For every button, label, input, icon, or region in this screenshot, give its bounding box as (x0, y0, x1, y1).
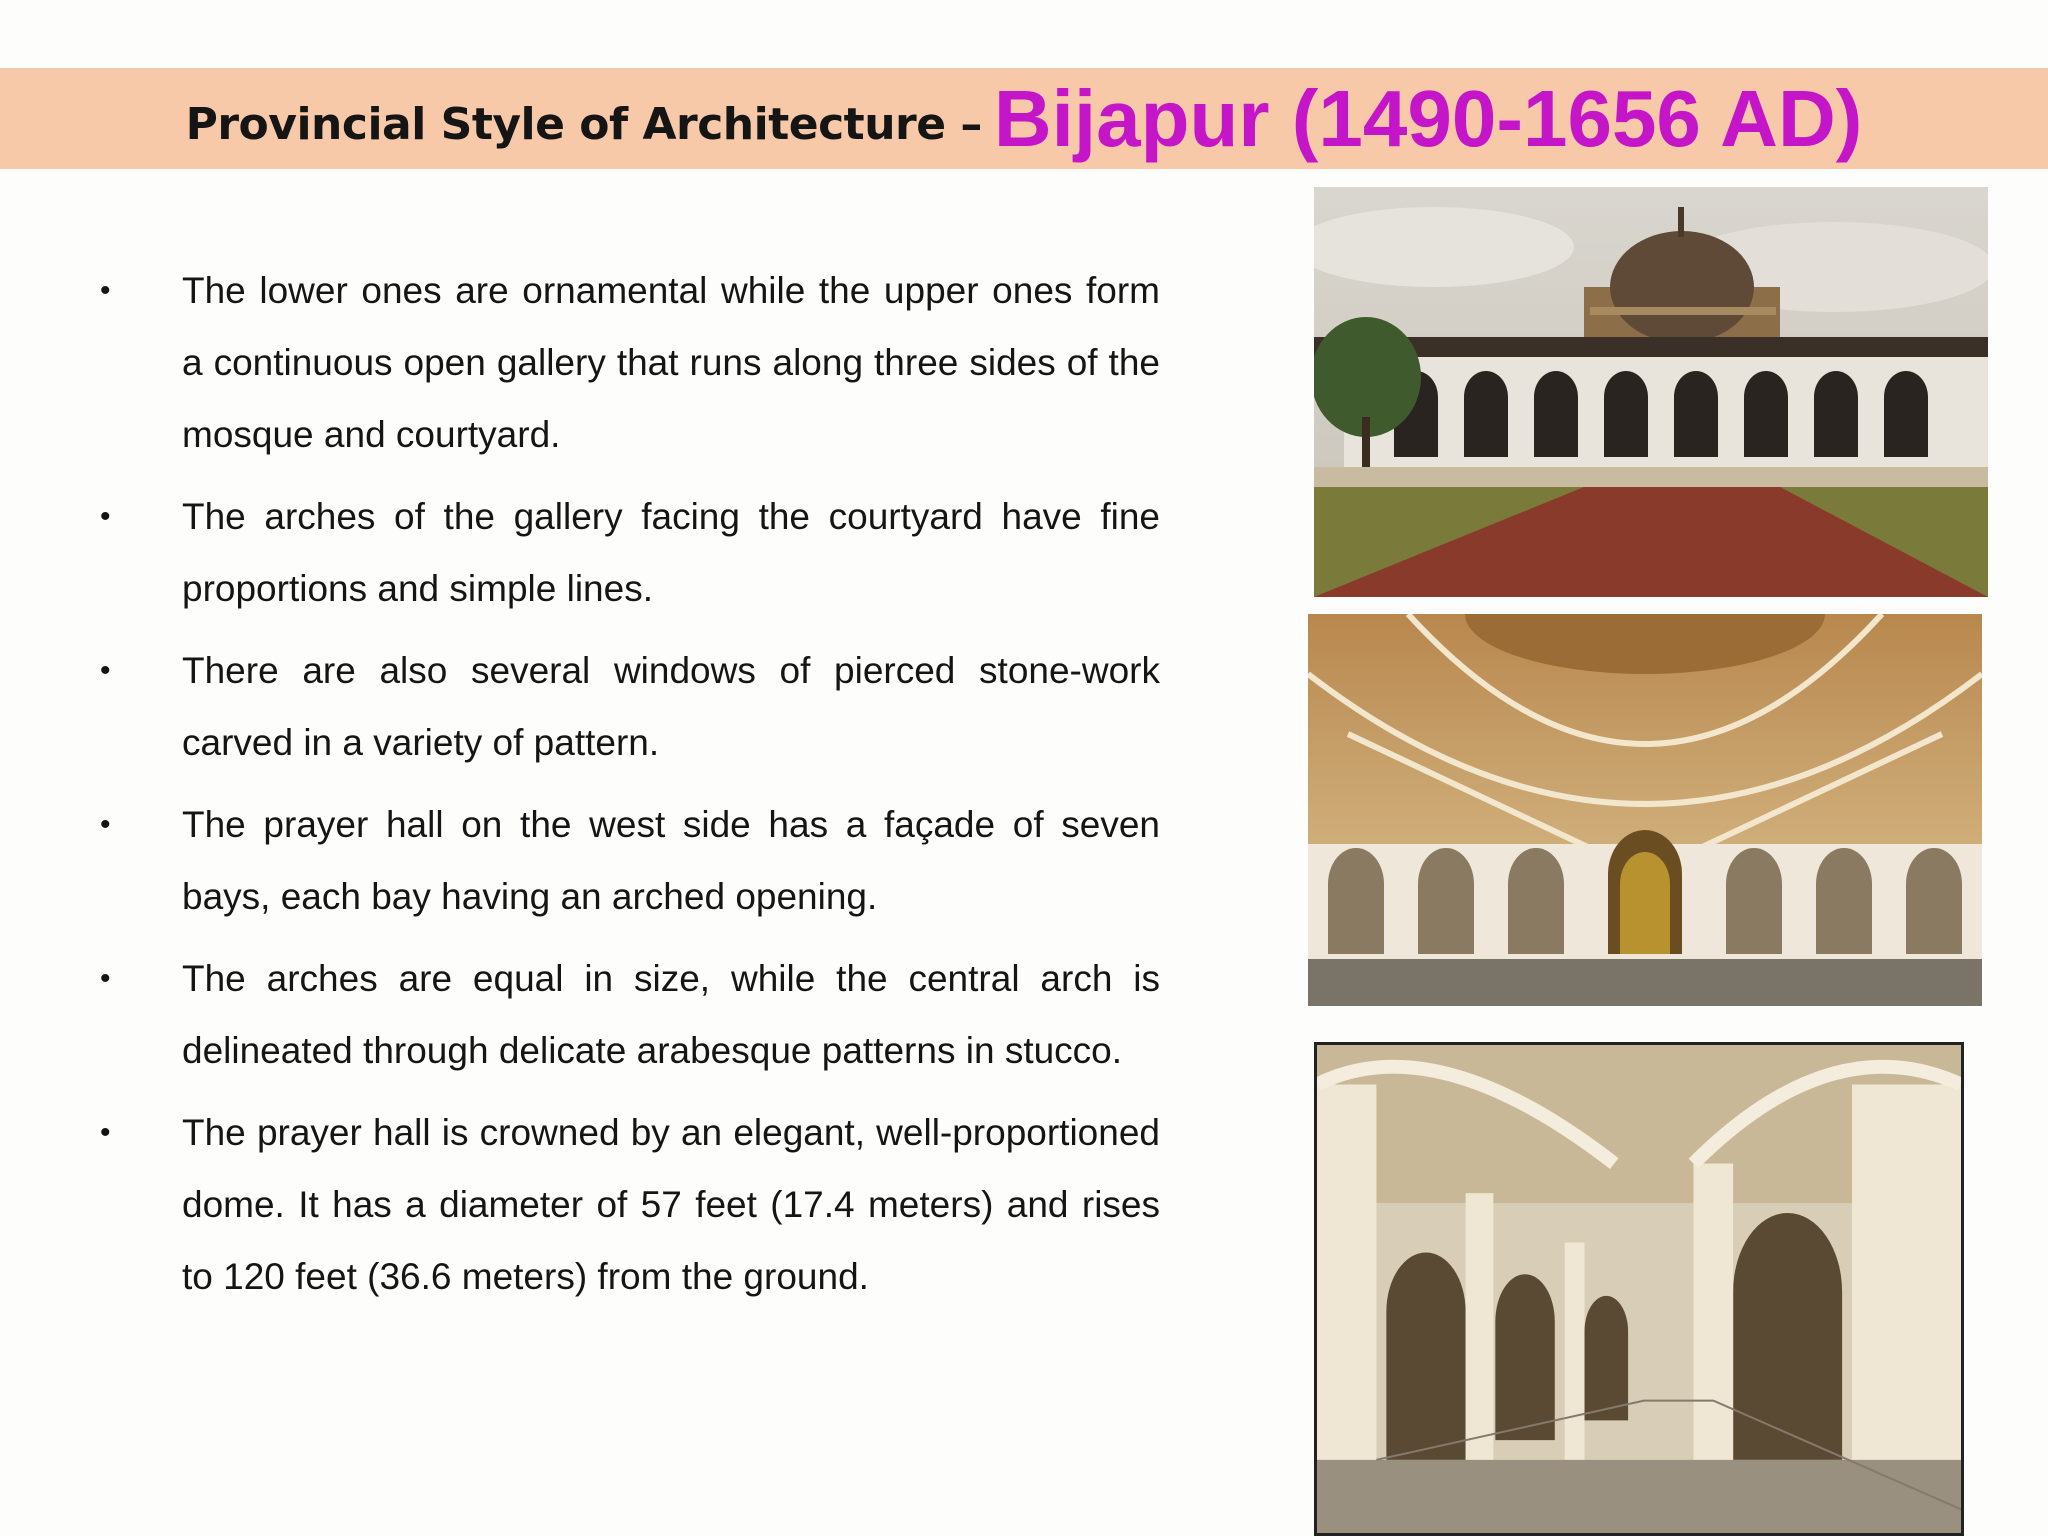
bullet-text: The arches are equal in size, while the central arch is delineated through delicate arabesque patterns in stucco. (182, 958, 1160, 1071)
bullet-list (100, 255, 1160, 1323)
bullet-item (100, 1097, 1160, 1313)
bullet-text: The lower ones are ornamental while the upper ones form a continuous open gallery that runs along three sides of the mosque and courtyard. (182, 270, 1160, 455)
prayer-hall-interior-photo (1308, 614, 1982, 1006)
bullet-text: There are also several windows of pierced stone-work carved in a variety of pattern. (182, 650, 1160, 763)
arcade-corridor-photo (1314, 1042, 1964, 1536)
bullet-dot: • (100, 274, 111, 307)
bullet-text: The prayer hall is crowned by an elegant, well-proportioned dome. It has a diameter of 57 feet (17.4 meters) and rises to 120 feet (36.6 meters) from the ground. (182, 1112, 1160, 1297)
title-main: Provincial Style of Architecture – (185, 99, 982, 150)
bullet-dot: • (100, 808, 111, 841)
title-bar (0, 68, 2048, 169)
bullet-dot: • (100, 1116, 111, 1149)
bullet-dot: • (100, 500, 111, 533)
bullet-dot: • (100, 654, 111, 687)
bullet-item (100, 789, 1160, 933)
bullet-item (100, 635, 1160, 779)
bullet-dot: • (100, 962, 111, 995)
bullet-item (100, 255, 1160, 471)
bullet-item (100, 943, 1160, 1087)
mosque-exterior-photo (1314, 187, 1988, 597)
bullet-item (100, 481, 1160, 625)
bullet-text: The arches of the gallery facing the courtyard have fine proportions and simple lines. (182, 496, 1160, 609)
title-accent: Bijapur (1490-1656 AD) (993, 73, 1863, 163)
bullet-text: The prayer hall on the west side has a façade of seven bays, each bay having an arched opening. (182, 804, 1160, 917)
